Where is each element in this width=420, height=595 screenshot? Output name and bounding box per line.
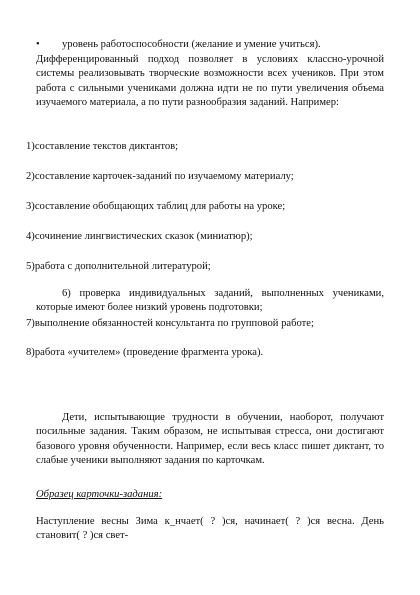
list-item-2: 2)составление карточек-заданий по изучаемому материалу; bbox=[26, 171, 294, 182]
intro-paragraph: Дифференцированный подход позволяет в условиях классно-урочной системы реализовывать творческие возможности всех учеников. При этом работа с сильными учениками должна идти не по пути увеличения объема изучаемого материала, а по пути разнообразия заданий. Например: bbox=[36, 54, 384, 109]
weak-students-paragraph: Дети, испытывающие трудности в обучении, наоборот, получают посильные задания. Таким образом, не испытывая стресса, они достигают базового уровня обученности. Например, если весь класс пишет диктант, то слабые ученики выполняют задания по карточкам. bbox=[36, 412, 384, 467]
list-item-8: 8)работа «учителем» (проведение фрагмента урока). bbox=[26, 347, 264, 358]
bullet-text: уровень работоспособности (желание и умение учиться). bbox=[62, 39, 321, 50]
sample-card-text: Наступление весны Зима к_нчает( ? )ся, начинает( ? )ся весна. День становит( ? )ся свет- bbox=[36, 516, 384, 542]
list-item-3: 3)составление обобщающих таблиц для работы на уроке; bbox=[26, 201, 286, 212]
bullet-marker: • bbox=[36, 39, 40, 50]
list-item-6: 6) проверка индивидуальных заданий, выполненных учениками, которые имеют более низкий уровень подготовки; bbox=[36, 288, 384, 314]
list-item-1: 1)составление текстов диктантов; bbox=[26, 141, 179, 152]
list-item-5: 5)работа с дополнительной литературой; bbox=[26, 261, 211, 272]
list-item-4: 4)сочинение лингвистических сказок (миниатюр); bbox=[26, 231, 253, 242]
sample-card-heading: Образец карточки-задания: bbox=[36, 489, 163, 500]
list-item-7: 7)выполнение обязанностей консультанта по групповой работе; bbox=[26, 318, 314, 329]
